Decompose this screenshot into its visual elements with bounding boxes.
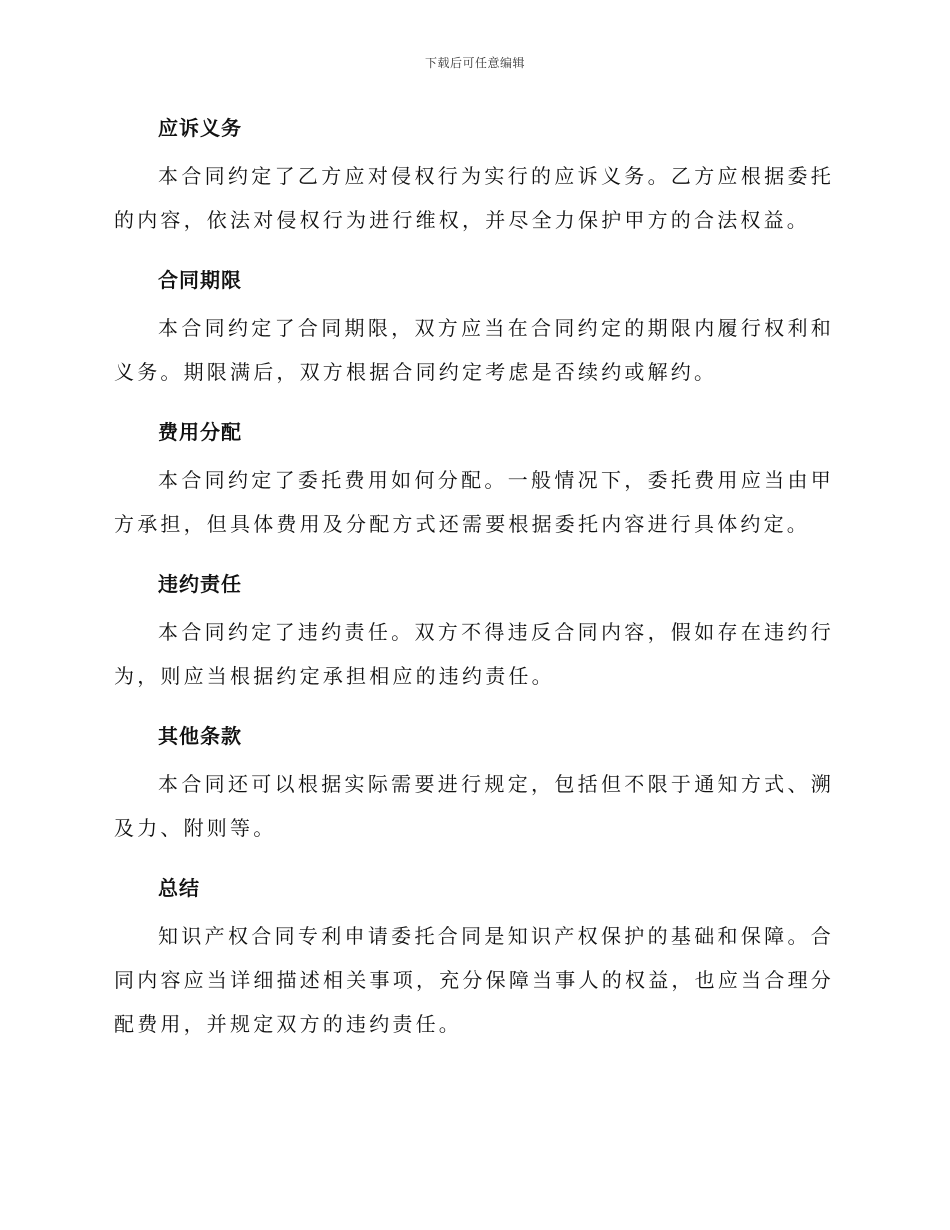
section-heading-other-terms: 其他条款 (158, 724, 242, 748)
section-heading-contract-term: 合同期限 (158, 268, 242, 292)
section-body-summary: 知识产权合同专利申请委托合同是知识产权保护的基础和保障。合同内容应当详细描述相关事项，充分保障当事人的权益，也应当合理分配费用，并规定双方的违约责任。 (114, 924, 834, 1036)
header-note: 下载后可任意编辑 (424, 56, 525, 70)
section-body-breach-liability: 本合同约定了违约责任。双方不得违反合同内容，假如存在违约行为，则应当根据约定承担相应的违约责任。 (114, 620, 834, 688)
section-heading-breach-liability: 违约责任 (158, 572, 242, 596)
section-body-fee-allocation: 本合同约定了委托费用如何分配。一般情况下，委托费用应当由甲方承担，但具体费用及分配方式还需要根据委托内容进行具体约定。 (114, 468, 834, 536)
section-heading-summary: 总结 (158, 876, 200, 900)
section-heading-fee-allocation: 费用分配 (158, 420, 242, 444)
section-body-other-terms: 本合同还可以根据实际需要进行规定，包括但不限于通知方式、溯及力、附则等。 (114, 772, 834, 840)
document-content (114, 108, 834, 1064)
section-body-litigation-duty: 本合同约定了乙方应对侵权行为实行的应诉义务。乙方应根据委托的内容，依法对侵权行为进行维权，并尽全力保护甲方的合法权益。 (114, 164, 834, 232)
section-body-contract-term: 本合同约定了合同期限，双方应当在合同约定的期限内履行权利和义务。期限满后，双方根据合同约定考虑是否续约或解约。 (114, 316, 834, 384)
section-heading-litigation-duty: 应诉义务 (158, 116, 242, 140)
